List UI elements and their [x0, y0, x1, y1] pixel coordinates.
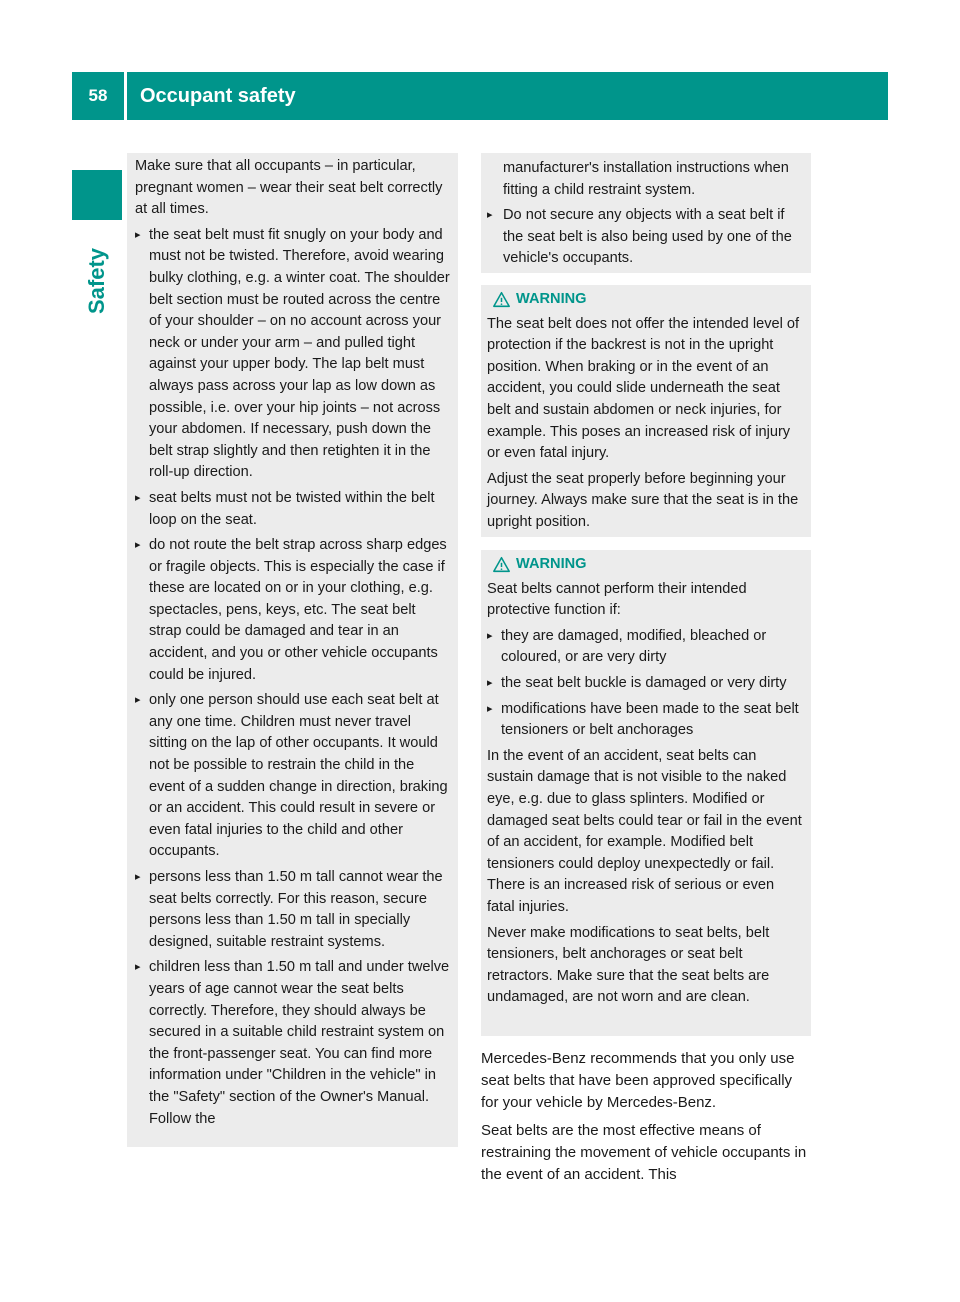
page-number: 58: [88, 86, 108, 105]
continuation-text: manufacturer's installation instructions when fitting a child restraint system.: [503, 160, 789, 198]
warning-paragraph: Adjust the seat properly before beginning your journey. Always make sure that the seat is in the upright position.: [487, 470, 799, 530]
body-text: [481, 1048, 811, 1192]
list-item: ▸ they are damaged, modified, bleached or coloured, or are very dirty: [487, 626, 805, 669]
list-item: ▸ seat belts must not be twisted within the belt loop on the seat.: [135, 488, 450, 531]
side-tab-marker: [72, 170, 122, 220]
left-intro: Make sure that all occupants – in particular, pregnant women – wear their seat belt correctly at all times.: [135, 158, 443, 218]
list-item: ▸ children less than 1.50 m tall and under twelve years of age cannot wear the seat belts correctly. Therefore, they should always be secured in a suitable child restraint system on the front-passenger seat. You can find more information under "Children in the vehicle" in the "Safety" section of the Owner's Manual. Follow the: [135, 957, 450, 1130]
side-tab-label: [72, 226, 122, 336]
right-top-list: [487, 205, 805, 270]
list-item: ▸ do not route the belt strap across sharp edges or fragile objects. This is especially the case if these are located on or in your clothing, e.g. spectacles, pens, keys, etc. The seat belt strap could be damaged and tear in an accident, and you or other vehicle occupants could be injured.: [135, 535, 450, 686]
warning-box-2: [481, 550, 811, 1036]
warning-title-text: WARNING: [516, 556, 587, 572]
warning-title-2: [487, 554, 805, 576]
list-item: ▸ the seat belt buckle is damaged or very dirty: [487, 673, 805, 695]
header-divider: [124, 72, 127, 120]
section-title: Occupant safety: [140, 84, 296, 107]
list-item: ▸ Do not secure any objects with a seat belt if the seat belt is also being used by one of the vehicle's occupants.: [487, 205, 805, 270]
list-item: ▸ persons less than 1.50 m tall cannot wear the seat belts correctly. For this reason, secure persons less than 1.50 m tall in specially designed, suitable restraint systems.: [135, 867, 450, 953]
warning-triangle-icon: [493, 291, 510, 308]
warning-title-text: WARNING: [516, 291, 587, 307]
warning-title-1: [487, 289, 805, 311]
list-item: ▸ modifications have been made to the seat belt tensioners or belt anchorages: [487, 699, 805, 742]
body-paragraph: Mercedes-Benz recommends that you only use seat belts that have been approved specifically for your vehicle by Mercedes-Benz.: [481, 1050, 795, 1111]
warning-paragraph: Never make modifications to seat belts, belt tensioners, belt anchorages or seat belt retractors. Make sure that the seat belts are undamaged, are not worn and are clean.: [487, 924, 770, 1006]
list-item: ▸ only one person should use each seat belt at any one time. Children must never travel sitting on the lap of other occupants. It would not be possible to restrain the child in the event of a sudden change in direction, braking or an accident. This could result in severe or even fatal injuries to the child and other occupants.: [135, 690, 450, 863]
body-paragraph: Seat belts are the most effective means of restraining the movement of vehicle occupants in the event of an accident. This: [481, 1122, 807, 1183]
side-tab-label-text: Safety: [84, 247, 110, 315]
left-info-box: [127, 153, 458, 1147]
warning-paragraph: In the event of an accident, seat belts can sustain damage that is not visible to the naked eye, e.g. due to glass splinters. Modified or damaged seat belts could tear or fail in the event of an accident, for example. Modified belt tensioners could deploy unexpectedly or fail. There is an increased risk of serious or even fatal injuries.: [487, 747, 802, 915]
warning-triangle-icon: [493, 556, 510, 573]
warning-intro: Seat belts cannot perform their intended protective function if:: [487, 580, 747, 619]
left-list: [135, 225, 450, 1130]
list-item: ▸ the seat belt must fit snugly on your body and must not be twisted. Therefore, avoid wearing bulky clothing, e.g. a winter coat. The shoulder belt section must be routed across the centre of your shoulder – on no account across your neck or under your arm – and pulled tight against your upper body. The lap belt must always pass across your lap as low down as possible, i.e. over your hip joints – not across your abdomen. If necessary, push down the belt strap slightly and then retighten it in the roll-up direction.: [135, 225, 450, 484]
warning-box-1: [481, 285, 811, 537]
warning-list: [487, 626, 805, 742]
warning-paragraph: The seat belt does not offer the intended level of protection if the backrest is not in the upright position. When braking or in the event of an accident, you could slide underneath the seat belt and sustain abdomen or neck injuries, for example. This poses an increased risk of injury or even fatal injury.: [487, 315, 800, 462]
right-continuation-box: [481, 153, 811, 273]
